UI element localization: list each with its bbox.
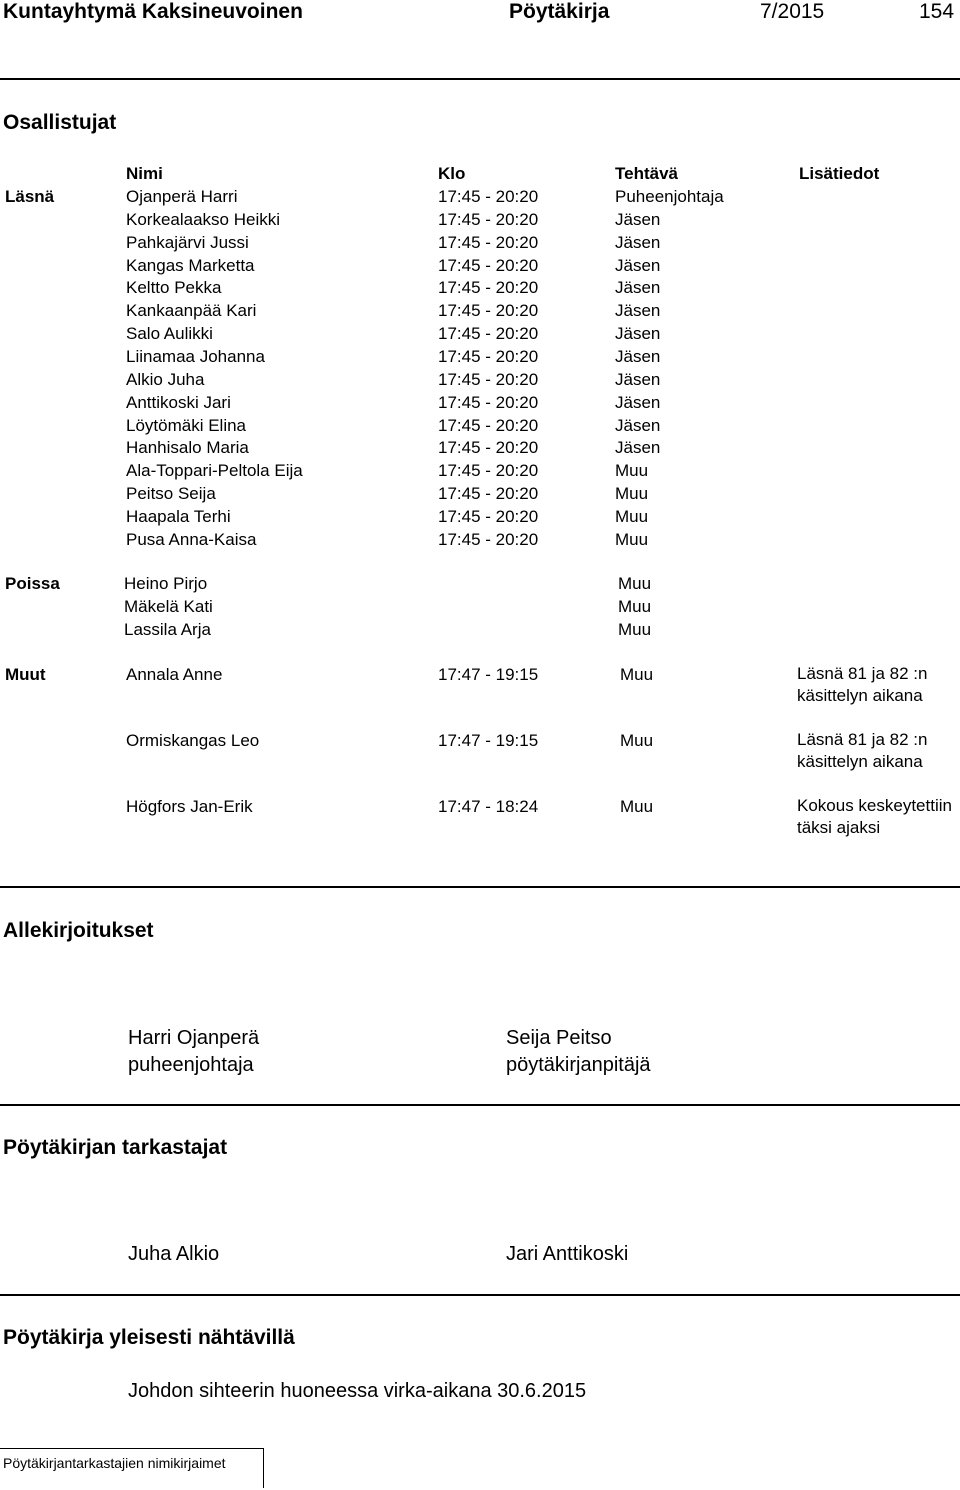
present-time: 17:45 - 20:20	[438, 369, 539, 389]
absent-role: Muu	[618, 620, 652, 639]
present-time: 17:45 - 20:20	[438, 346, 539, 366]
present-role: Puheenjohtaja	[615, 187, 724, 206]
present-role: Jäsen	[615, 232, 661, 252]
present-role: Muu	[615, 506, 649, 526]
reviewer1-name: Juha Alkio	[128, 1243, 220, 1265]
present-name: Peitso Seija	[126, 484, 216, 504]
others-time: 17:47 - 19:15	[438, 731, 539, 750]
column-header-time: Klo	[438, 164, 466, 183]
present-name: Haapala Terhi	[126, 506, 231, 526]
others-info: Läsnä 81 ja 82 :n käsittelyn aikana	[797, 664, 928, 705]
public-heading: Pöytäkirja yleisesti nähtävillä	[3, 1326, 295, 1349]
present-time: 17:45 - 20:20	[438, 232, 539, 252]
present-name: Löytömäki Elina	[126, 415, 247, 435]
reviewer2-name: Jari Anttikoski	[506, 1243, 629, 1265]
present-time: 17:45 - 20:20	[438, 415, 539, 435]
others-info: Kokous keskeytettiin täksi ajaksi	[797, 796, 952, 837]
absent-name: Lassila Arja	[124, 620, 211, 639]
others-role: Muu	[620, 665, 654, 684]
others-info: Läsnä 81 ja 82 :n käsittelyn aikana	[797, 730, 928, 771]
header-divider	[0, 78, 960, 80]
others-role: Muu	[620, 731, 654, 750]
present-name: Ojanperä Harri	[126, 187, 238, 206]
section-divider	[0, 1104, 960, 1106]
signer2-name: Seija Peitso	[506, 1027, 612, 1049]
present-role: Muu	[615, 461, 649, 481]
present-name: Kankaanpää Kari	[126, 301, 257, 321]
signer2-role: pöytäkirjanpitäjä	[506, 1054, 651, 1076]
present-name: Pahkajärvi Jussi	[126, 232, 249, 252]
others-role: Muu	[620, 797, 654, 816]
others-name: Annala Anne	[126, 665, 223, 684]
section-divider	[0, 1294, 960, 1296]
present-time: 17:45 - 20:20	[438, 438, 539, 458]
others-time: 17:47 - 19:15	[438, 665, 539, 684]
column-header-name: Nimi	[126, 164, 163, 183]
present-name: Keltto Pekka	[126, 278, 222, 298]
present-time: 17:45 - 20:20	[438, 301, 539, 321]
absent-name: Heino Pirjo	[124, 574, 208, 593]
signer1-name: Harri Ojanperä	[128, 1027, 260, 1049]
present-role: Jäsen	[615, 438, 661, 458]
present-name: Alkio Juha	[126, 369, 205, 389]
present-name: Salo Aulikki	[126, 324, 213, 344]
page-number: 154	[919, 0, 955, 23]
present-role: Jäsen	[615, 415, 661, 435]
present-role: Muu	[615, 529, 649, 549]
present-time: 17:45 - 20:20	[438, 461, 539, 481]
others-name: Högfors Jan-Erik	[126, 797, 253, 816]
present-role: Jäsen	[615, 278, 661, 298]
reviewers-heading: Pöytäkirjan tarkastajat	[3, 1136, 228, 1159]
present-label: Läsnä	[5, 187, 55, 206]
others-label: Muut	[5, 665, 46, 684]
signatures-heading: Allekirjoitukset	[3, 919, 154, 942]
present-time: 17:45 - 20:20	[438, 506, 539, 526]
present-name: Hanhisalo Maria	[126, 438, 249, 458]
present-time: 17:45 - 20:20	[438, 278, 539, 298]
organization-name: Kuntayhtymä Kaksineuvoinen	[3, 0, 303, 23]
present-role: Jäsen	[615, 392, 661, 412]
participants-heading: Osallistujat	[3, 111, 117, 134]
present-name: Liinamaa Johanna	[126, 346, 265, 366]
section-divider	[0, 886, 960, 888]
others-time: 17:47 - 18:24	[438, 797, 539, 816]
present-time: 17:45 - 20:20	[438, 529, 539, 549]
present-time: 17:45 - 20:20	[438, 187, 539, 206]
absent-role: Muu	[618, 574, 652, 593]
present-role: Jäsen	[615, 324, 661, 344]
signer1-role: puheenjohtaja	[128, 1054, 254, 1076]
present-time: 17:45 - 20:20	[438, 392, 539, 412]
present-role: Muu	[615, 484, 649, 504]
present-name: Kangas Marketta	[126, 255, 255, 275]
present-role: Jäsen	[615, 255, 661, 275]
document-type: Pöytäkirja	[509, 0, 610, 23]
present-role: Jäsen	[615, 209, 661, 229]
present-time: 17:45 - 20:20	[438, 324, 539, 344]
absent-name: Mäkelä Kati	[124, 597, 213, 616]
present-name: Anttikoski Jari	[126, 392, 231, 412]
present-name: Pusa Anna-Kaisa	[126, 529, 257, 549]
present-time: 17:45 - 20:20	[438, 255, 539, 275]
present-name: Ala-Toppari-Peltola Eija	[126, 461, 303, 481]
initials-label: Pöytäkirjantarkastajien nimikirjaimet	[3, 1455, 226, 1471]
meeting-number: 7/2015	[760, 0, 825, 23]
present-role: Jäsen	[615, 301, 661, 321]
absent-role: Muu	[618, 597, 652, 616]
present-name: Korkealaakso Heikki	[126, 209, 281, 229]
present-time: 17:45 - 20:20	[438, 209, 539, 229]
present-time: 17:45 - 20:20	[438, 484, 539, 504]
column-header-role: Tehtävä	[615, 164, 678, 183]
public-text: Johdon sihteerin huoneessa virka-aikana 30.6.2015	[128, 1380, 587, 1402]
present-role: Jäsen	[615, 346, 661, 366]
column-header-info: Lisätiedot	[799, 164, 880, 183]
present-role: Jäsen	[615, 369, 661, 389]
absent-label: Poissa	[5, 574, 60, 593]
others-name: Ormiskangas Leo	[126, 731, 260, 750]
